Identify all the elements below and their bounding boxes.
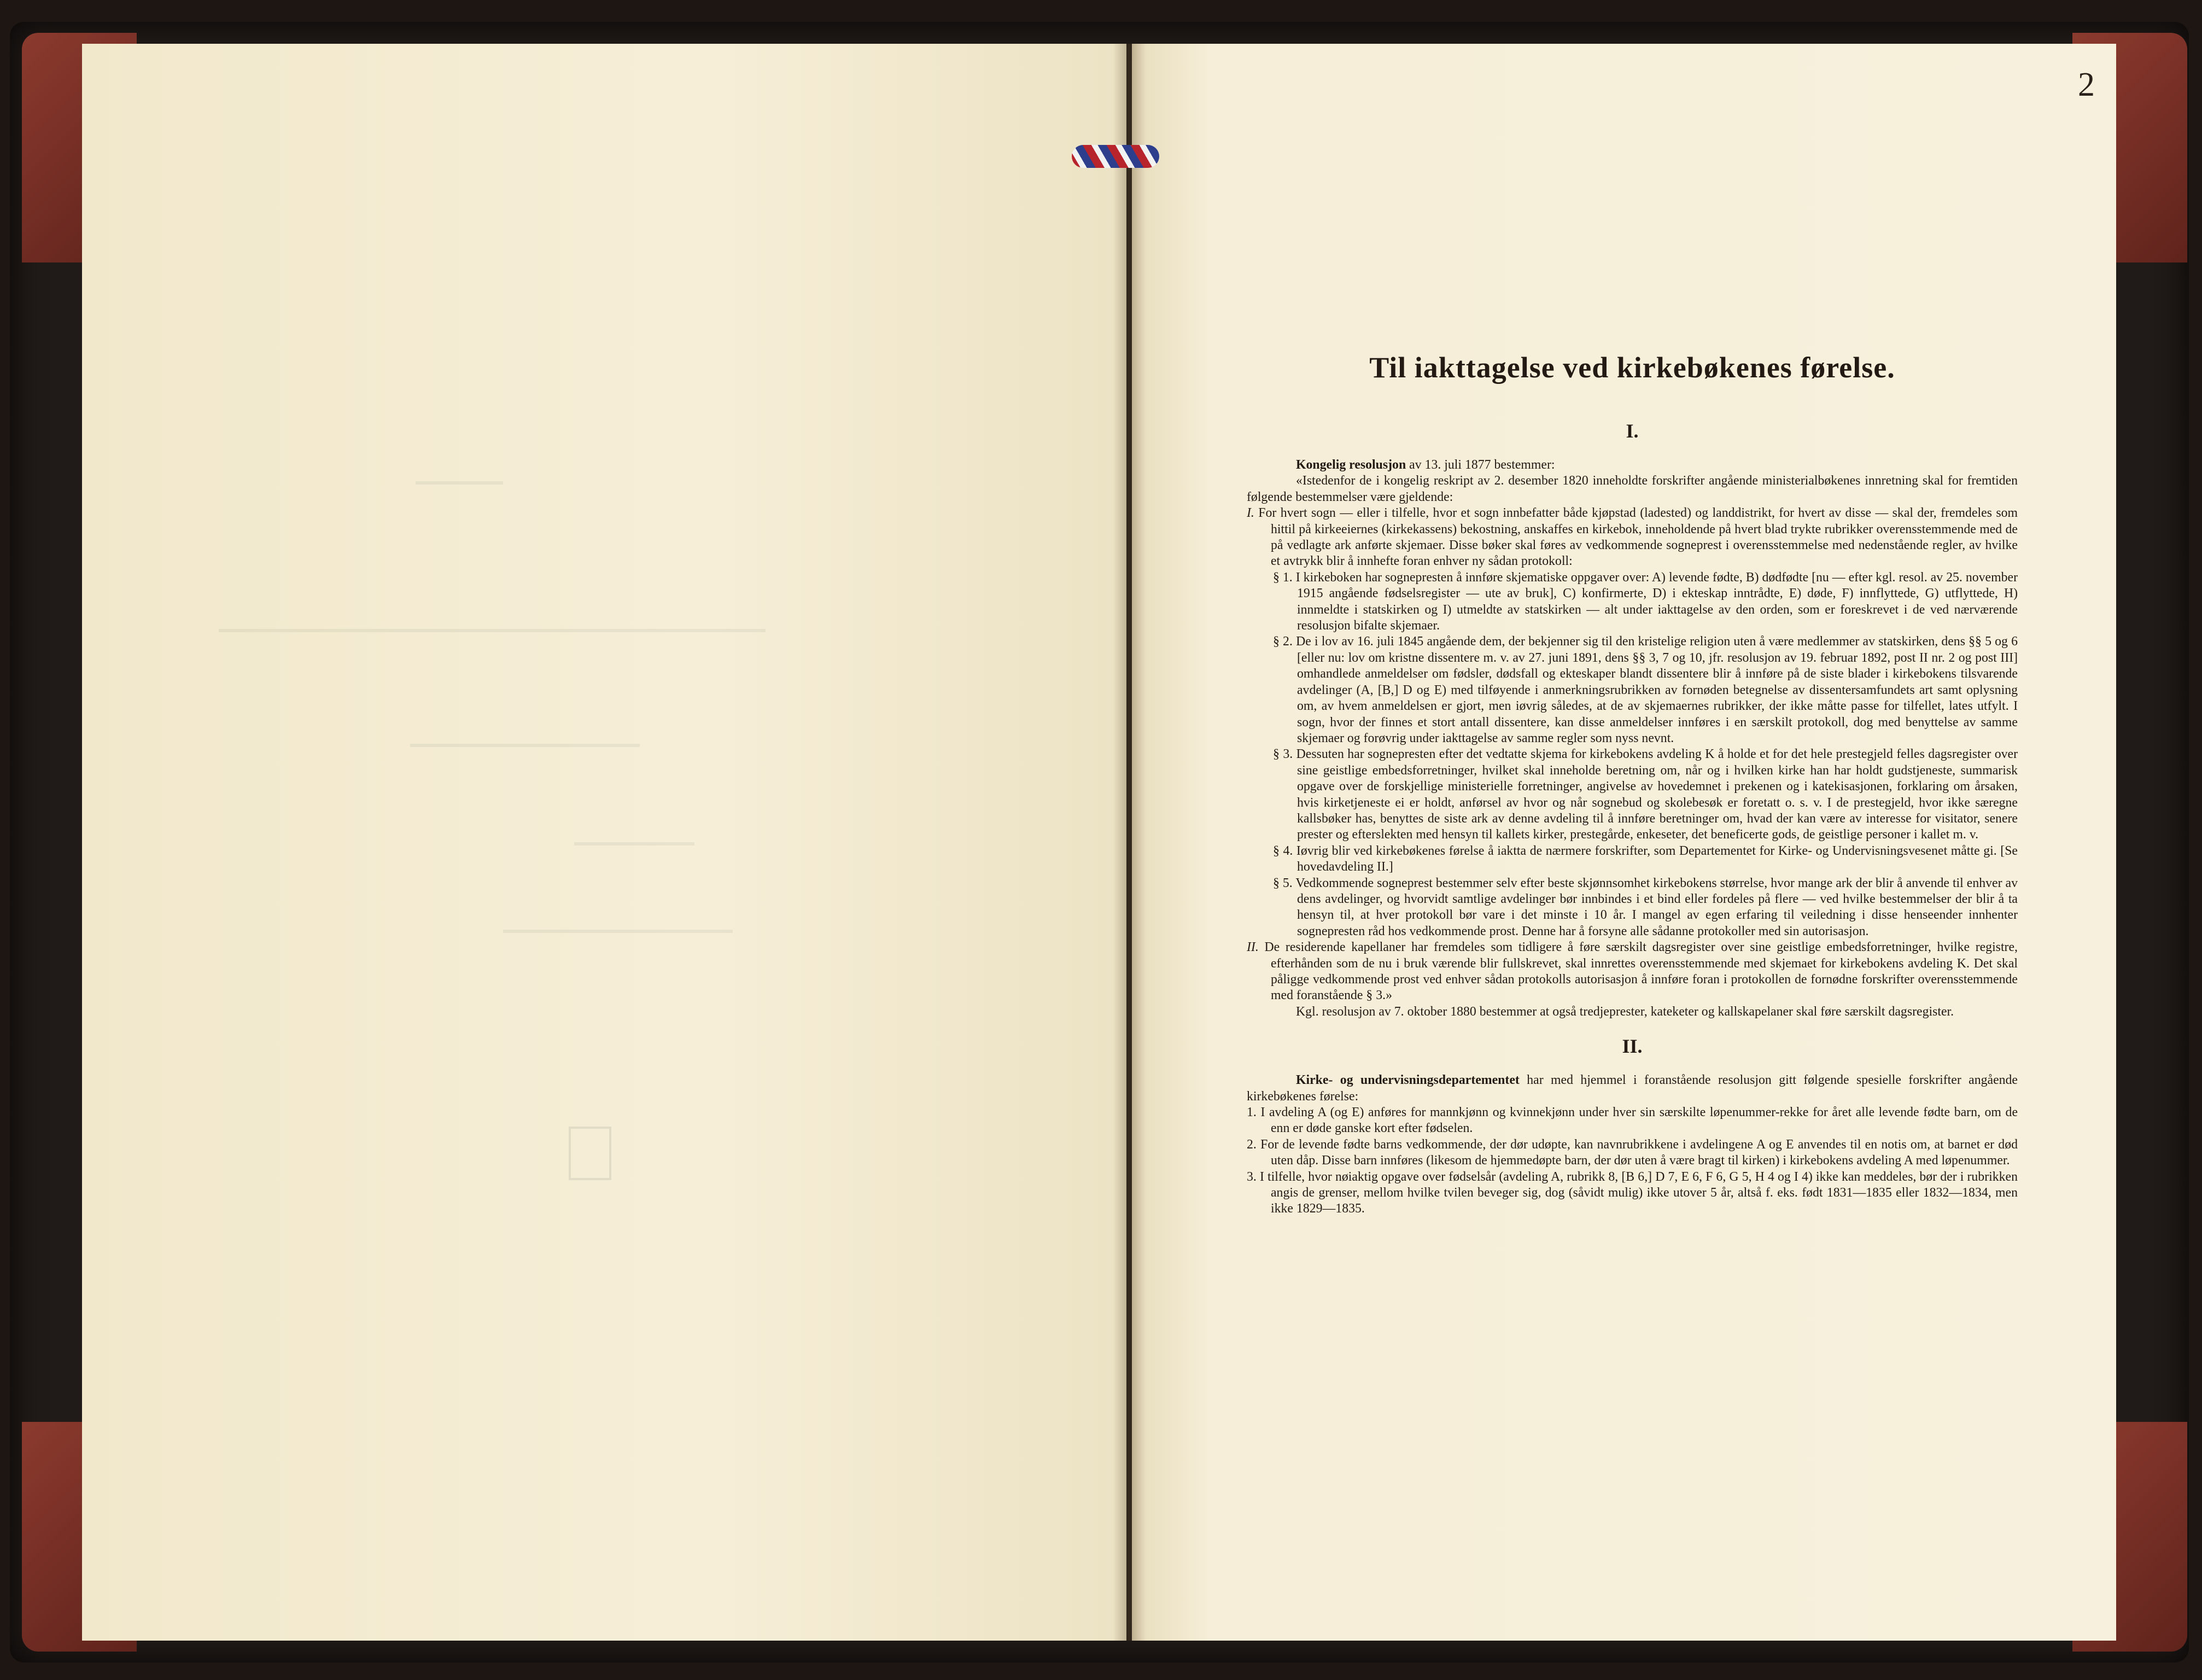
list-item bbox=[1247, 1137, 2018, 1169]
item-I-label: I. bbox=[1247, 506, 1254, 521]
bleed-line bbox=[574, 842, 694, 845]
document-title: Til iakttagelse ved kirkebøkenes førelse. bbox=[1369, 351, 1895, 384]
resolution-intro bbox=[1247, 457, 2018, 473]
intro-rest: av 13. juli 1877 bestemmer: bbox=[1406, 458, 1555, 472]
paragraph-2: § 2. De i lov av 16. juli 1845 angående dem, der bekjenner sig til den kristelige religion uten å være medlemmer av statskirken, dens §§ 5 og 6 [eller nu: lov om kristne dissentere m. v. av 27. juni 1891, dens §§ 3, 7 og 10, jfr. resolusjon av 19. februar 1892, post II nr. 2 og post III] omhandlede anmeldelser om fødsler, dødsfall og ekteskaper blandt dissentere blir å innføre på de siste blader i kirkebokens tilsvarende avdelinger (A, [B,] D og E) med tilføyende i anmerkningsrubrikken av fornøden betegnelse av dissentersamfundets art samt oplysning om, av hvem anmeldelsen er gjort, men iøvrig således, at de av skjemaernes rubrikker, der ikke måtte passe for tilfellet, lates utfylt. I sogn, hvor der finnes et stort antall dissentere, kan disse anmeldelser innføres i en særskilt protokoll, dog med benyttelse av samme skjemaer og forøvrig under iakttagelse av samme regler som nyss nevnt. bbox=[1273, 634, 2018, 745]
paragraph-1: § 1. I kirkeboken har sognepresten å innføre skjematiske oppgaver over: A) levende fødte, B) dødfødte [nu — efter kgl. resol. av 25. november 1915 angående fødselsregister — ute av bruk], C) konfirmerte, D) i ekteskap inntrådte, E) døde, F) innflyttede, G) utflyttede, H) innmeldte i statskirken og I) utmeldte av statskirken — alt under iakttagelse av den orden, som er foreskrevet i de ved nærværende resolusjon bifalte skjemaer. bbox=[1273, 570, 2018, 633]
department-lead: Kirke- og undervisningsdepartementet bbox=[1296, 1073, 1520, 1088]
item-II-label: II. bbox=[1247, 940, 1259, 955]
list-item-text: I tilfelle, hvor nøiaktig opgave over fødselsår (avdeling A, rubrikk 8, [B 6,] D 7, E 6, F 6, G 5, H 4 og I 4) ikke kan meddeles, bør der i rubrikken angis de grenser, mellom hvilke tvilen beveger sig, dog (såvidt mulig) ikke utover 5 år, altså f. eks. født 1831—1835 eller 1832—1834, men ikke 1829—1835. bbox=[1259, 1169, 2018, 1216]
instructions-document bbox=[1247, 350, 2018, 1217]
list-item bbox=[1247, 1105, 2018, 1137]
bleed-line bbox=[410, 744, 640, 747]
item-II bbox=[1247, 940, 2018, 1004]
bleed-line bbox=[503, 930, 733, 933]
resolution-quote: «Istedenfor de i kongelig reskript av 2. desember 1820 inneholdte forskrifter angående ministerialbøkenes innretning skal for fremtiden følgende bestemmelser være gjeldende: bbox=[1247, 474, 2018, 504]
bleed-line bbox=[416, 481, 503, 485]
spacer bbox=[1247, 1020, 2018, 1034]
item-II-text: De residerende kapellaner har fremdeles som tidligere å føre særskilt dagsregister over sine geistlige embedsforretninger, hvilke registre, efterhånden som de nu i bruk værende blir fullskrevet, skal innrettes overensstemmende med skjemaet for kirkebokens avdeling K. Det skal påligge vedkommende prost ved enhver sådan protokolls autorisasjon å innføre foran i protokollen de fornødne forskrifter overensstemmende med foranstående § 3.» bbox=[1264, 940, 2018, 1003]
list-item-text: For de levende fødte barns vedkommende, der dør udøpte, kan navnrubrikkene i avdelingene A og E anvendes til en notis om, at barnet er død uten dåp. Disse barn innføres (likesom de hjemmedøpte barn, der dør uten å være bragt til kirken) i kirkebokens avdeling A med løpenummer. bbox=[1260, 1137, 2018, 1168]
list-item bbox=[1247, 1169, 2018, 1217]
list-item-number: 3. bbox=[1247, 1169, 1257, 1184]
bleed-line bbox=[219, 629, 766, 632]
book-gutter bbox=[1113, 44, 1146, 1641]
section-heading-1: I. bbox=[1626, 420, 1639, 442]
item-I-text: For hvert sogn — eller i tilfelle, hvor et sogn innbefatter både kjøpstad (ladested) og landdistrikt, for hvert av disse — skal der, fremdeles som hittil på kirkeeiernes (kirkekassens) bekostning, anskaffes en kirkebok, inneholdende på hvert blad trykte rubrikker overensstemmende med de på vedlagte ark anførte skjemaer. Disse bøker skal føres av vedkommende sogneprest i overensstemmelse med nedenstående regler, av hvilke et avtrykk blir å innhefte foran enhver ny sådan protokoll: bbox=[1258, 506, 2018, 569]
department-rest: har med hjemmel i foranstående resolusjon gitt følgende spesielle forskrifter angående kirkebøkenes førelse: bbox=[1247, 1073, 2018, 1104]
paragraph-5: § 5. Vedkommende sogneprest bestemmer selv efter beste skjønnsomhet kirkebokens størrelse, hvor mange ark der blir å anvende til enhver av dens avdelinger, og hvorvidt samtlige avdelinger bør innbindes i et bind eller fordeles på flere — ved hvilke bestemmelser der blir å ta hensyn til, at hver protokoll bør vare i det minste i 10 år. I mangel av egen erfaring til veiledning i disse henseender innhenter sognepresten råd hos vedkommende prost. Denne har å forsyne alle sådanne protokoller med sin autorisasjon. bbox=[1273, 876, 2018, 938]
paragraph-4: § 4. Iøvrig blir ved kirkebøkenes førelse å iaktta de nærmere forskrifter, som Departementet for Kirke- og Undervisningsvesenet måtte gi. [Se hovedavdeling II.] bbox=[1273, 843, 2018, 874]
list-item-number: 1. bbox=[1247, 1105, 1257, 1120]
page-number: 2 bbox=[2078, 66, 2095, 103]
closing-resolution: Kgl. resolusjon av 7. oktober 1880 bestemmer at også tredjeprester, kateketer og kallskapelaner skal føre særskilt dagsregister. bbox=[1296, 1004, 1954, 1019]
bookmark-ribbon[interactable] bbox=[1072, 145, 1159, 168]
department-intro bbox=[1247, 1072, 2018, 1105]
paragraph-3: § 3. Dessuten har sognepresten efter det vedtatte skjema for kirkebokens avdeling K å holde et for det hele prestegjeld felles dagsregister over sine geistlige embedsforretninger, hvilket skal inneholde beretning om, når og i hvilken kirke han har holdt gudstjeneste, summarisk opgave over de forskjellige ministerielle forretninger, angivelse av hovedemnet i prekenen og i katekisasjonen, forklaring om årsaken, hvis kirketjeneste ei er holdt, anførsel av hvor og når sognebud og skolebesøk er foretatt o. s. v. I de prestegjeld, hvor ikke særegne kallsbøker has, benyttes de siste ark av denne avdeling til å innføre beretninger om, hvad der kan være av interesse for visitator, senere prester og efterslekten med hensyn til kallets kirker, prestegårde, enkeseter, det beneficerte gods, de geistlige personer i kallet m. v. bbox=[1273, 747, 2018, 842]
intro-lead: Kongelig resolusjon bbox=[1296, 458, 1406, 472]
item-I bbox=[1247, 505, 2018, 570]
bleed-seal bbox=[569, 1127, 611, 1180]
list-item-number: 2. bbox=[1247, 1137, 1257, 1152]
list-item-text: I avdeling A (og E) anføres for mannkjønn og kvinnekjønn under hver sin særskilte løpenummer-rekke for året alle levende fødte barn, om de enn er døde ganske kort efter fødselen. bbox=[1260, 1105, 2018, 1136]
section-heading-2: II. bbox=[1622, 1035, 1643, 1058]
